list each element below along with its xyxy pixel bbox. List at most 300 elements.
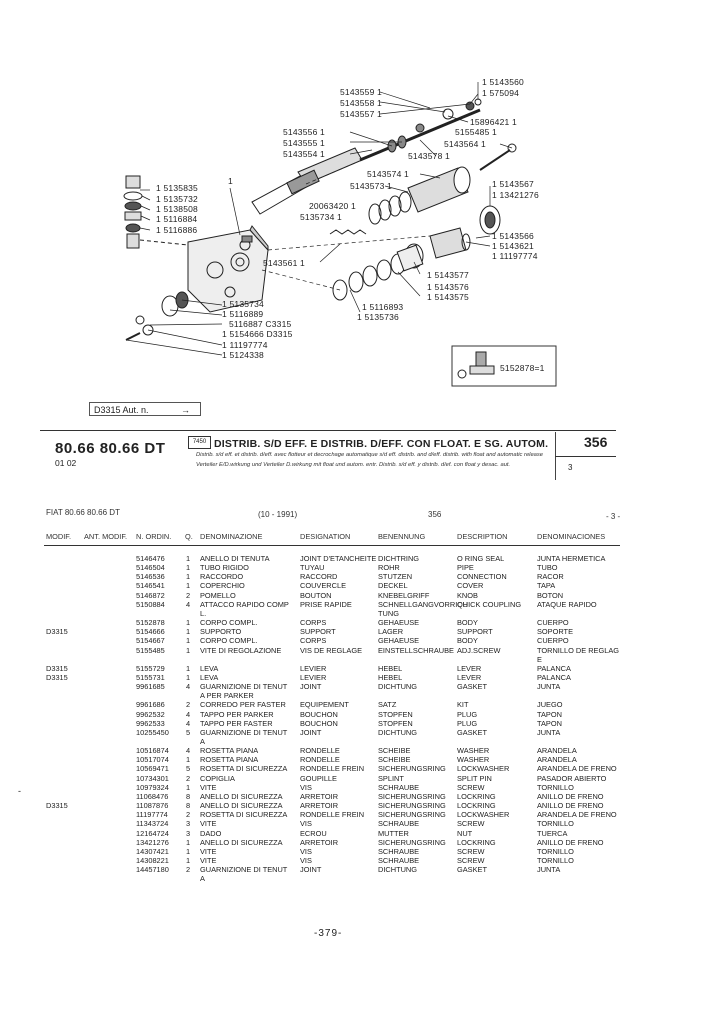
cell-en: QUICK COUPLING (457, 599, 522, 609)
table-row (0, 755, 710, 764)
list-header-left: FIAT 80.66 80.66 DT (46, 508, 120, 517)
cell-es: SOPORTE (537, 627, 574, 637)
cell-de: EINSTELLSCHRAUBE (378, 645, 454, 655)
cell-en: LEVER (457, 672, 482, 682)
cell-de: SCHRAUBE (378, 782, 420, 792)
cell-fr: VIS DE REGLAGE (300, 645, 363, 655)
cell-fr: RONDELLE FREIN (300, 810, 365, 820)
cell-it: TUBO RIGIDO (200, 563, 249, 573)
cell-fr: RACCORD (300, 572, 338, 582)
cell-de: MUTTER (378, 828, 409, 838)
cell-q: 2 (186, 865, 191, 875)
cell-en: KIT (457, 700, 469, 710)
callout-label: 1 5135736 (357, 312, 399, 322)
cylinder-drawing (408, 167, 470, 212)
note-box-text: D3315 Aut. n. (94, 405, 149, 415)
cell-q: 2 (186, 700, 191, 710)
section-title: DISTRIB. S/D EFF. E DISTRIB. D/EFF. CON FLOAT. E SG. AUTOM. (214, 438, 549, 450)
col-header-ant-modif: ANT. MODIF. (84, 532, 128, 541)
cell-q: 1 (186, 672, 191, 682)
cell-es: TORNILLO (537, 846, 574, 856)
callout-label: 1 5143621 (492, 241, 534, 251)
cell-q: 1 (186, 581, 191, 591)
callout-label: 5143573 1 (350, 181, 392, 191)
cell-fr: ARRETOIR (300, 837, 339, 847)
cell-de: SCHRAUBE (378, 819, 420, 829)
callout-label: 1 5143567 (492, 179, 534, 189)
callout-label: 5143554 1 (283, 149, 325, 159)
callout-label: 5143574 1 (367, 169, 409, 179)
cell-q: 3 (186, 828, 191, 838)
callout-label: 1 5116884 (156, 214, 198, 224)
section-page-small: 3 (568, 463, 573, 472)
cell-it: VITE (200, 855, 217, 865)
section-page-number: 356 (584, 434, 608, 450)
callout-label: 1 5143576 (427, 282, 469, 292)
cell-de: STUTZEN (378, 572, 413, 582)
table-row (0, 810, 710, 819)
model-title: 80.66 80.66 DT (55, 440, 166, 457)
cell-num: 5154667 (136, 636, 165, 646)
cell-de: GEHAEUSE (378, 636, 420, 646)
cell-num: 9962533 (136, 718, 165, 728)
cell-num: 5154666 (136, 627, 165, 637)
cell-de: LAGER (378, 627, 404, 637)
table-row (0, 737, 710, 746)
cell-it: LEVA (200, 663, 219, 673)
cell-num: 12164724 (136, 828, 169, 838)
cell-es: BOTON (537, 590, 564, 600)
cell-es: ANILLO DE FRENO (537, 801, 604, 811)
cell-de: SICHERUNGSRING (378, 801, 446, 811)
cell-es: TUBO (537, 563, 558, 573)
cell-it: A (200, 737, 205, 746)
cell-it: A (200, 874, 205, 884)
cell-es: PALANCA (537, 663, 571, 673)
callout-label: 5143556 1 (283, 127, 325, 137)
cell-en: PLUG (457, 709, 478, 719)
section-subtitle-1: Distrib. s/d eff. et distrib. d/eff. avec flotteur et decrochage automatique s/d eff. distrib. and d/eff. distrib. with float and automatic release (196, 452, 544, 458)
cell-it: CORPO COMPL. (200, 618, 258, 628)
cell-q: 4 (186, 746, 191, 756)
cell-en: SCREW (457, 782, 485, 792)
cell-es: TORNILLO (537, 855, 574, 865)
cell-de: DICHTUNG (378, 682, 418, 692)
cell-es: E (537, 654, 542, 664)
table-row (0, 655, 710, 664)
cell-de: KNEBELGRIFF (378, 590, 430, 600)
cell-q: 2 (186, 590, 191, 600)
cell-q: 3 (186, 819, 191, 829)
table-row (0, 792, 710, 801)
callout-label: 1 (228, 176, 233, 186)
cell-de: SICHERUNGSRING (378, 791, 446, 801)
cell-modif: D3315 (46, 672, 68, 682)
cell-q: 1 (186, 636, 191, 646)
callout-label: 5116887 C3315 (229, 319, 292, 329)
cell-en: LOCKRING (457, 791, 496, 801)
cell-it: GUARNIZIONE DI TENUT (200, 682, 288, 692)
cell-num: 5155485 (136, 645, 165, 655)
cell-de: HEBEL (378, 663, 403, 673)
table-row (0, 600, 710, 609)
cell-it: VITE (200, 846, 217, 856)
cell-num: 5152878 (136, 618, 165, 628)
table-row (0, 774, 710, 783)
cell-fr: CORPS (300, 618, 327, 628)
cell-es: JUNTA HERMETICA (537, 554, 606, 563)
cell-q: 1 (186, 837, 191, 847)
cell-it: A PER PARKER (200, 691, 254, 701)
cell-en: BODY (457, 636, 478, 646)
list-header-page: 356 (428, 510, 442, 519)
cell-q: 5 (186, 727, 191, 737)
cell-en: COVER (457, 581, 484, 591)
cell-en: WASHER (457, 755, 490, 765)
col-header-it: DENOMINAZIONE (200, 532, 263, 541)
cell-q: 1 (186, 755, 191, 765)
cell-de: STOPFEN (378, 718, 413, 728)
cell-de: SPLINT (378, 773, 404, 783)
cell-de: HEBEL (378, 672, 403, 682)
cell-fr: LEVIER (300, 663, 327, 673)
callout-label: 1 5143566 (492, 231, 534, 241)
cell-de: SCHRAUBE (378, 846, 420, 856)
cell-fr: GOUPILLE (300, 773, 337, 783)
cell-de: DICHTRING (378, 554, 420, 563)
cell-modif: D3315 (46, 663, 68, 673)
cell-es: JUNTA (537, 727, 561, 737)
cell-es: JUNTA (537, 682, 561, 692)
cell-it: GUARNIZIONE DI TENUT (200, 727, 288, 737)
cell-num: 14457180 (136, 865, 169, 875)
callout-label: 1 5143560 (482, 77, 524, 87)
cell-es: TORNILLO DE REGLAG (537, 645, 620, 655)
callout-label: 5143558 1 (340, 98, 382, 108)
cell-num: 10517074 (136, 755, 169, 765)
cell-es: PALANCA (537, 672, 571, 682)
list-header-date: (10 - 1991) (258, 510, 298, 519)
cell-fr: RONDELLE (300, 755, 340, 765)
cell-modif: D3315 (46, 627, 68, 637)
cell-de: DICHTUNG (378, 865, 418, 875)
cell-de: DICHTUNG (378, 727, 418, 737)
cell-de: ROHR (378, 563, 400, 573)
callout-label: 20063420 1 (309, 201, 356, 211)
cell-q: 1 (186, 554, 191, 563)
cell-num: 11197774 (136, 810, 168, 820)
cell-de: SICHERUNGSRING (378, 837, 446, 847)
cell-de: SCHRAUBE (378, 855, 420, 865)
col-header-en: DESCRIPTION (457, 532, 508, 541)
cell-de: DECKEL (378, 581, 408, 591)
cell-q: 1 (186, 618, 191, 628)
callout-label: 1 5124338 (222, 350, 264, 360)
callout-label: 5155485 1 (455, 127, 497, 137)
cell-en: LOCKWASHER (457, 810, 510, 820)
cell-it: CORREDO PER FASTER (200, 700, 286, 710)
cell-q: 1 (186, 645, 191, 655)
table-row (0, 783, 710, 792)
cell-de: SICHERUNGSRING (378, 810, 446, 820)
cell-fr: JOINT (300, 682, 322, 692)
cell-it: SUPPORTO (200, 627, 242, 637)
col-header-qty: Q. (185, 532, 193, 541)
cell-es: CUERPO (537, 636, 569, 646)
cell-num: 5146504 (136, 563, 165, 573)
cell-q: 4 (186, 718, 191, 728)
cell-en: CONNECTION (457, 572, 507, 582)
callout-label: 15896421 1 (470, 117, 517, 127)
cell-q: 1 (186, 782, 191, 792)
cell-num: 10569471 (136, 764, 169, 774)
table-row (0, 682, 710, 691)
callout-label: 1 5116889 (222, 309, 264, 319)
cell-es: ARANDELA (537, 746, 577, 756)
callout-label: 5143564 1 (444, 139, 486, 149)
table-row (0, 829, 710, 838)
cell-es: TAPON (537, 718, 562, 728)
callout-label: 5143559 1 (340, 87, 382, 97)
lower-spring-drawing (333, 244, 423, 300)
cell-it: VITE (200, 819, 217, 829)
callout-label: 1 11197774 (492, 251, 538, 261)
table-row (0, 563, 710, 572)
cell-es: ANILLO DE FRENO (537, 837, 604, 847)
cell-en: O RING SEAL (457, 554, 505, 563)
col-header-modif: MODIF. (46, 532, 72, 541)
col-header-es: DENOMINACIONES (537, 532, 606, 541)
cell-fr: RONDELLE FREIN (300, 764, 365, 774)
cell-it: RACCORDO (200, 572, 244, 582)
cell-it: ANELLO DI SICUREZZA (200, 837, 283, 847)
callout-label: 1 5143577 (427, 270, 469, 280)
cell-fr: LEVIER (300, 672, 327, 682)
callout-label: 1 5116886 (156, 225, 198, 235)
cell-q: 1 (186, 572, 191, 582)
callout-label: 1 5154666 D3315 (222, 329, 293, 339)
table-row (0, 819, 710, 828)
cell-num: 14308221 (136, 855, 169, 865)
cell-modif: D3315 (46, 801, 68, 811)
cell-q: 1 (186, 663, 191, 673)
cell-de: SCHEIBE (378, 755, 411, 765)
cell-en: SCREW (457, 846, 485, 856)
cell-es: ATAQUE RAPIDO (537, 599, 597, 609)
table-row (0, 746, 710, 755)
table-row (0, 838, 710, 847)
cell-num: 5146476 (136, 554, 165, 563)
cell-it: L. (200, 608, 207, 618)
note-box (89, 402, 201, 416)
cell-en: SCREW (457, 819, 485, 829)
cell-num: 5146536 (136, 572, 165, 582)
cell-en: LEVER (457, 663, 482, 673)
cell-num: 10516874 (136, 746, 169, 756)
cell-num: 9962532 (136, 709, 165, 719)
table-row (0, 591, 710, 600)
cell-it: COPIGLIA (200, 773, 235, 783)
table-row (0, 710, 710, 719)
table-row (0, 700, 710, 709)
page-footer: -379- (314, 928, 343, 939)
cell-fr: BOUCHON (300, 709, 338, 719)
cell-en: ADJ.SCREW (457, 645, 501, 655)
col-header-fr: DESIGNATION (300, 532, 351, 541)
cell-it: ATTACCO RAPIDO COMP (200, 599, 289, 609)
cell-it: ROSETTA DI SICUREZZA (200, 810, 288, 820)
arrow-right-icon: → (181, 405, 190, 415)
inset-label: 5152878=1 (500, 363, 545, 373)
cell-num: 5150884 (136, 599, 165, 609)
section-subtitle-2: Verteiler E/D.wirkung und Verteiler D.wirkung mit float und autom. entr. Distrib. s/d eff. y distrib. d/ef. con float y desac. aut. (196, 462, 511, 468)
cell-q: 8 (186, 801, 191, 811)
table-row (0, 847, 710, 856)
cell-es: ARANDELA DE FRENO (537, 764, 617, 774)
cell-num: 10979324 (136, 782, 169, 792)
callout-label: 1 5116893 (362, 302, 404, 312)
cell-fr: ARRETOIR (300, 801, 339, 811)
cell-fr: ARRETOIR (300, 791, 339, 801)
cell-en: PIPE (457, 563, 474, 573)
callout-label: 5143555 1 (283, 138, 325, 148)
cell-en: NUT (457, 828, 473, 838)
cell-en: SPLIT PIN (457, 773, 492, 783)
header-rule-page (555, 456, 616, 457)
cell-es: CUERPO (537, 618, 569, 628)
cell-de: SCHEIBE (378, 746, 411, 756)
cell-en: PLUG (457, 718, 478, 728)
callout-label: 1 575094 (482, 88, 520, 98)
cell-de: SATZ (378, 700, 397, 710)
cell-it: ROSETTA PIANA (200, 746, 259, 756)
cell-it: ROSETTA PIANA (200, 755, 259, 765)
cell-q: 2 (186, 810, 191, 820)
cell-de: STOPFEN (378, 709, 413, 719)
cell-q: 1 (186, 855, 191, 865)
cell-fr: BOUTON (300, 590, 332, 600)
cell-it: LEVA (200, 672, 219, 682)
cell-en: GASKET (457, 865, 487, 875)
cell-q: 2 (186, 773, 191, 783)
table-row (0, 627, 710, 636)
cell-fr: BOUCHON (300, 718, 338, 728)
list-header-right: - 3 - (606, 512, 621, 521)
cell-fr: SUPPORT (300, 627, 336, 637)
table-row (0, 609, 710, 618)
cell-q: 4 (186, 682, 191, 692)
bottom-fittings-drawing (126, 292, 188, 340)
cell-q: 1 (186, 846, 191, 856)
exploded-parts-diagram (0, 0, 710, 400)
cell-es: ANILLO DE FRENO (537, 791, 604, 801)
cell-it: TAPPO PER FASTER (200, 718, 273, 728)
table-row (0, 856, 710, 865)
table-row (0, 874, 710, 883)
callout-label: 5135734 1 (300, 212, 342, 222)
cell-q: 4 (186, 709, 191, 719)
cell-it: CORPO COMPL. (200, 636, 258, 646)
cell-fr: VIS (300, 782, 312, 792)
cell-it: POMELLO (200, 590, 236, 600)
callout-label: 1 13421276 (492, 190, 539, 200)
cell-num: 11068476 (136, 791, 169, 801)
callout-label: 5143561 1 (263, 258, 305, 268)
cell-num: 14307421 (136, 846, 169, 856)
callout-label: 1 5135835 (156, 183, 198, 193)
col-header-de: BENENNUNG (378, 532, 426, 541)
cell-num: 5155729 (136, 663, 165, 673)
cell-es: TORNILLO (537, 819, 574, 829)
cell-en: GASKET (457, 682, 487, 692)
callout-label: 1 5135732 (156, 194, 198, 204)
cell-fr: PRISE RAPIDE (300, 599, 352, 609)
cell-fr: COUVERCLE (300, 581, 346, 591)
cell-fr: VIS (300, 855, 312, 865)
cell-num: 9961685 (136, 682, 165, 692)
callout-label: 1 5135734 (222, 299, 264, 309)
cell-es: TORNILLO (537, 782, 574, 792)
cell-fr: VIS (300, 819, 312, 829)
table-row (0, 719, 710, 728)
cell-de: SCHNELLGANGVORRICH (378, 599, 468, 609)
cell-q: 8 (186, 791, 191, 801)
callout-label: 5143578 1 (408, 151, 450, 161)
cell-fr: JOINT (300, 727, 322, 737)
cell-it: VITE DI REGOLAZIONE (200, 645, 282, 655)
cell-en: GASKET (457, 727, 487, 737)
cell-fr: RONDELLE (300, 746, 340, 756)
cell-fr: JOINT D'ETANCHEITE (300, 554, 377, 563)
cell-de: GEHAEUSE (378, 618, 420, 628)
cell-fr: VIS (300, 846, 312, 856)
cell-it: ANELLO DI SICUREZZA (200, 791, 283, 801)
cell-en: LOCKRING (457, 801, 496, 811)
section-code-box: 7450 (188, 436, 211, 449)
cell-es: PASADOR ABIERTO (537, 773, 607, 783)
table-row (0, 728, 710, 737)
cell-it: GUARNIZIONE DI TENUT (200, 865, 288, 875)
cell-en: SUPPORT (457, 627, 493, 637)
callout-label: 1 5138508 (156, 204, 198, 214)
cell-num: 11087876 (136, 801, 169, 811)
cell-es: TAPON (537, 709, 562, 719)
cell-it: ANELLO DI SICUREZZA (200, 801, 283, 811)
cell-num: 10734301 (136, 773, 169, 783)
table-row (0, 764, 710, 773)
cell-it: VITE (200, 782, 217, 792)
cell-es: ARANDELA (537, 755, 577, 765)
cell-en: LOCKWASHER (457, 764, 510, 774)
cell-en: WASHER (457, 746, 490, 756)
table-row (0, 554, 710, 563)
cell-es: JUEGO (537, 700, 563, 710)
cell-it: DADO (200, 828, 222, 838)
table-row (0, 865, 710, 874)
callout-label: 1 11197774 (222, 340, 268, 350)
cell-q: 4 (186, 599, 191, 609)
cell-es: TAPA (537, 581, 556, 591)
cell-num: 10255450 (136, 727, 169, 737)
model-subtitle: 01 02 (55, 458, 77, 468)
table-row (0, 646, 710, 655)
cell-it: ROSETTA DI SICUREZZA (200, 764, 288, 774)
cell-num: 13421276 (136, 837, 169, 847)
cell-it: ANELLO DI TENUTA (200, 554, 270, 563)
margin-dash: - (18, 786, 21, 796)
cell-fr: TUYAU (300, 563, 325, 573)
cell-en: SCREW (457, 855, 485, 865)
